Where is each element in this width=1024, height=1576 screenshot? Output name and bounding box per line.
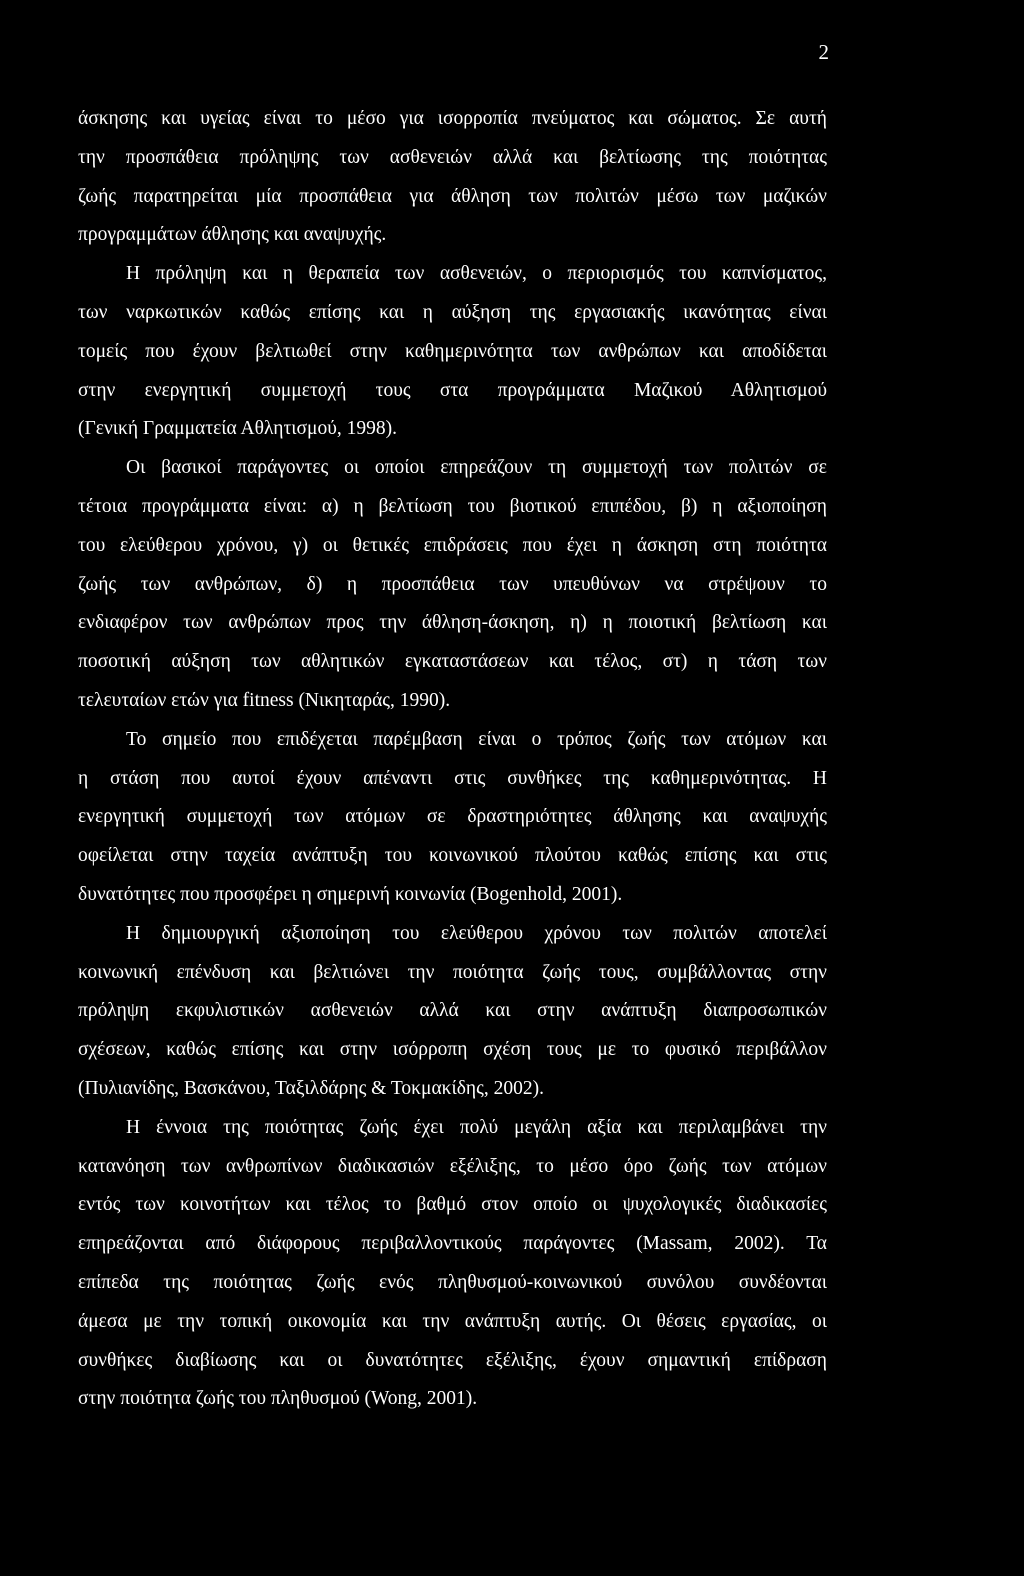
text-line: (Πυλιανίδης, Βασκάνου, Ταξιλδάρης & Τοκμακίδης, 2002).	[78, 1077, 544, 1099]
text-line: των ναρκωτικών καθώς επίσης και η αύξηση της εργασιακής ικανότητας είναι	[78, 301, 827, 323]
page-number: 2	[818, 40, 829, 64]
text-line: η στάση που αυτοί έχουν απέναντι στις συνθήκες της καθημερινότητας. Η	[78, 767, 827, 789]
paragraph-3	[78, 449, 827, 721]
text-line: τέτοια προγράμματα είναι: α) η βελτίωση του βιοτικού επιπέδου, β) η αξιοποίηση	[78, 495, 827, 517]
paragraph-2	[78, 255, 827, 449]
text-line: Η έννοια της ποιότητας ζωής έχει πολύ μεγάλη αξία και περιλαμβάνει την	[126, 1116, 827, 1138]
text-line: τομείς που έχουν βελτιωθεί στην καθημερινότητα των ανθρώπων και αποδίδεται	[78, 340, 827, 362]
paragraph-6	[78, 1109, 827, 1419]
document-body	[78, 100, 827, 1419]
text-line: ενεργητική συμμετοχή των ατόμων σε δραστηριότητες άθλησης και αναψυχής	[78, 806, 827, 828]
text-line: (Γενική Γραμματεία Αθλητισμού, 1998).	[78, 418, 398, 440]
text-line: Οι βασικοί παράγοντες οι οποίοι επηρεάζουν τη συμμετοχή των πολιτών σε	[126, 457, 827, 479]
text-line: κατανόηση των ανθρωπίνων διαδικασιών εξέλιξης, το μέσο όρο ζωής των ατόμων	[78, 1155, 827, 1177]
text-line: Το σημείο που επιδέχεται παρέμβαση είναι ο τρόπος ζωής των ατόμων και	[126, 728, 827, 750]
text-line: οφείλεται στην ταχεία ανάπτυξη του κοινωνικού πλούτου καθώς επίσης και στις	[78, 845, 827, 867]
text-line: του ελεύθερου χρόνου, γ) οι θετικές επιδράσεις που έχει η άσκηση στη ποιότητα	[78, 534, 827, 556]
text-line: συνθήκες διαβίωσης και οι δυνατότητες εξέλιξης, έχουν σημαντική επίδραση	[78, 1349, 827, 1371]
text-line: επίπεδα της ποιότητας ζωής ενός πληθυσμού-κοινωνικού συνόλου συνδέονται	[78, 1271, 827, 1293]
text-line: ποσοτική αύξηση των αθλητικών εγκαταστάσεων και τέλος, στ) η τάση των	[78, 651, 827, 673]
text-line: δυνατότητες που προσφέρει η σημερινή κοινωνία (Bogenhold, 2001).	[78, 883, 623, 905]
text-line: την προσπάθεια πρόληψης των ασθενειών αλλά και βελτίωσης της ποιότητας	[78, 146, 827, 168]
text-line: ζωής των ανθρώπων, δ) η προσπάθεια των υπευθύνων να στρέψουν το	[78, 573, 827, 595]
text-line: πρόληψη εκφυλιστικών ασθενειών αλλά και στην ανάπτυξη διαπροσωπικών	[78, 1000, 827, 1022]
paragraph-5	[78, 915, 827, 1109]
text-line: άμεσα με την τοπική οικονομία και την ανάπτυξη αυτής. Οι θέσεις εργασίας, οι	[78, 1310, 827, 1332]
paragraph-4	[78, 721, 827, 915]
text-line: ζωής παρατηρείται μία προσπάθεια για άθληση των πολιτών μέσω των μαζικών	[78, 185, 827, 207]
text-line: κοινωνική επένδυση και βελτιώνει την ποιότητα ζωής τους, συμβάλλοντας στην	[78, 961, 827, 983]
text-line: εντός των κοινοτήτων και τέλος το βαθμό στον οποίο οι ψυχολογικές διαδικασίες	[78, 1194, 827, 1216]
text-line: στην ποιότητα ζωής του πληθυσμού (Wong, 2001).	[78, 1388, 478, 1410]
text-line: επηρεάζονται από διάφορους περιβαλλοντικούς παράγοντες (Massam, 2002). Τα	[78, 1233, 827, 1255]
text-line: άσκησης και υγείας είναι το μέσο για ισορροπία πνεύματος και σώματος. Σε αυτή	[78, 108, 827, 129]
paragraph-1	[78, 100, 827, 255]
text-line: τελευταίων ετών για fitness (Νικηταράς, 1990).	[78, 689, 451, 711]
text-line: προγραμμάτων άθλησης και αναψυχής.	[78, 224, 387, 246]
text-line: ενδιαφέρον των ανθρώπων προς την άθληση-άσκηση, η) η ποιοτική βελτίωση και	[78, 612, 827, 634]
text-line: Η πρόληψη και η θεραπεία των ασθενειών, ο περιορισμός του καπνίσματος,	[126, 263, 827, 285]
text-line: στην ενεργητική συμμετοχή τους στα προγράμματα Μαζικού Αθλητισμού	[78, 379, 827, 401]
text-line: σχέσεων, καθώς επίσης και στην ισόρροπη σχέση τους με το φυσικό περιβάλλον	[78, 1039, 827, 1061]
text-line: Η δημιουργική αξιοποίηση του ελεύθερου χρόνου των πολιτών αποτελεί	[126, 922, 827, 944]
